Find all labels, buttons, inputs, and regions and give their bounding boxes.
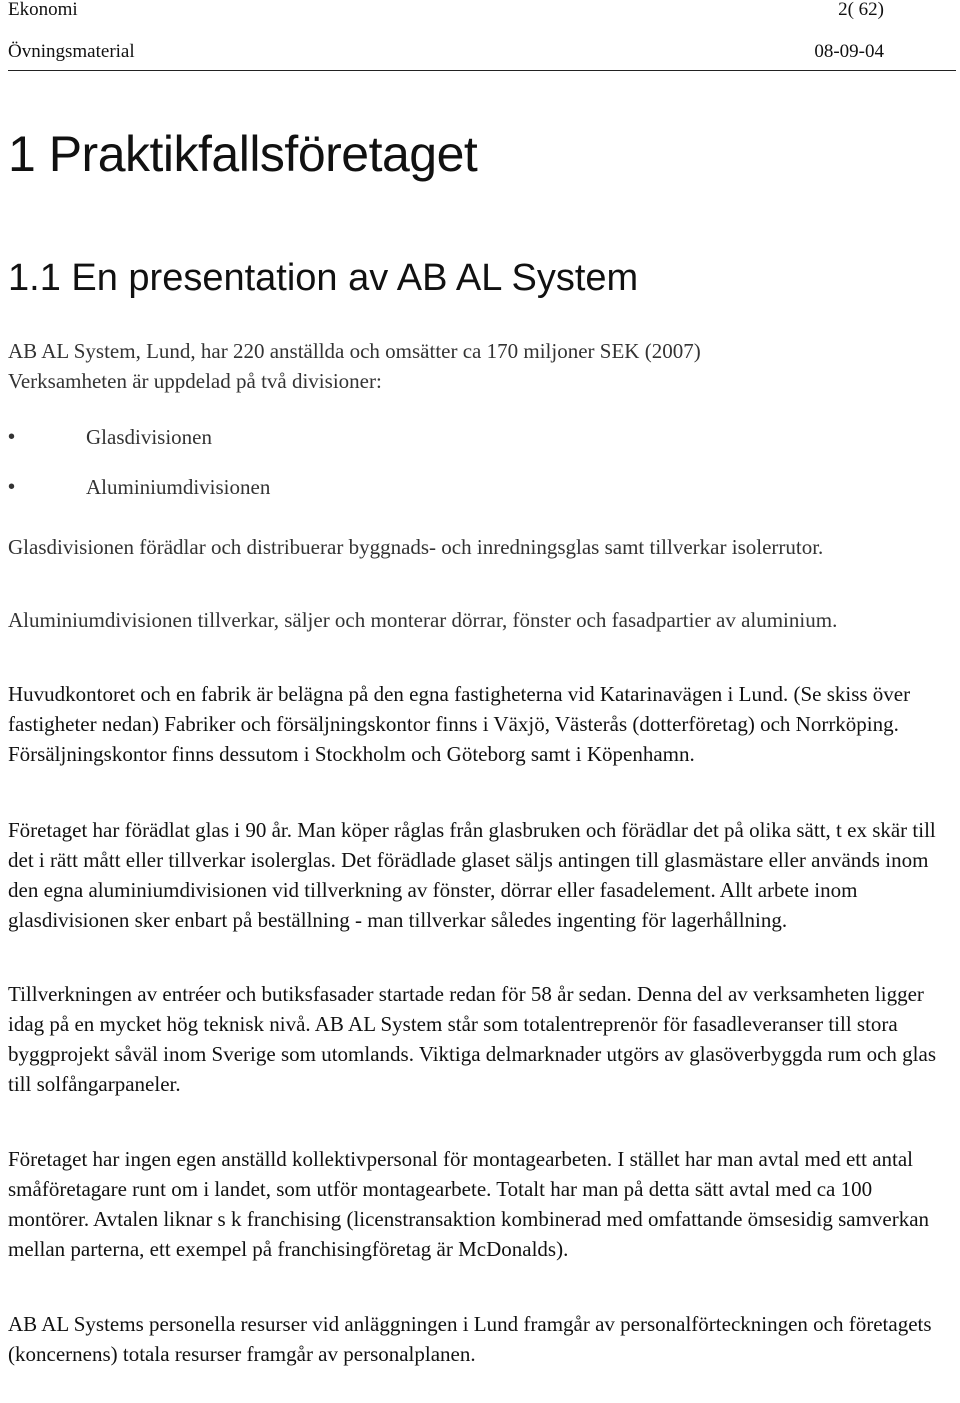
chapter-heading: 1 Praktikfallsföretaget xyxy=(8,126,478,182)
header-divider xyxy=(8,70,956,71)
paragraph-personnel: AB AL Systems personella resurser vid anläggningen i Lund framgår av personalförteckningen och företagets (koncernens) totala resurser framgår av personalplanen. xyxy=(8,1312,932,1366)
header-page-number: 2( 62) xyxy=(838,0,884,20)
list-item-label: Glasdivisionen xyxy=(86,425,212,449)
bullet-icon: • xyxy=(8,426,16,448)
section-heading: 1.1 En presentation av AB AL System xyxy=(8,257,639,299)
bullet-icon: • xyxy=(8,476,16,498)
paragraph-glass-history: Företaget har förädlat glas i 90 år. Man köper råglas från glasbruken och förädlar det på olika sätt, t ex skär till det i rätt mått eller tillverkar isolerglas. Det förädlade glaset säljs antingen till glasmästare eller används inom den egna aluminiumdivisionen vid tillverkning av fönster, dörrar eller fasadelement. Allt arbete inom glasdivisionen sker enbart på beställning - man tillverkar således ingenting för lagerhållning. xyxy=(8,818,936,932)
paragraph-installation: Företaget har ingen egen anställd kollektivpersonal för montagearbeten. I stället har man avtal med ett antal småföretagare runt om i landet, som utför montagearbete. Totalt har man på detta sätt avtal med ca 100 montörer. Avtalen liknar s k franchising (licenstransaktion kombinerad med omfattande ömsesidig samverkan mellan parterna, ett exempel på franchisingföretag är McDonalds). xyxy=(8,1147,930,1261)
intro-line-1: AB AL System, Lund, har 220 anställda och omsätter ca 170 miljoner SEK (2007) xyxy=(8,339,701,363)
header-date: 08-09-04 xyxy=(814,41,884,62)
intro-line-2: Verksamheten är uppdelad på två divisioner: xyxy=(8,369,382,393)
paragraph-glasdivisionen: Glasdivisionen förädlar och distribuerar byggnads- och inredningsglas samt tillverkar isolerrutor. xyxy=(8,535,824,559)
paragraph-facades: Tillverkningen av entréer och butiksfasader startade redan för 58 år sedan. Denna del av verksamheten ligger idag på en mycket hög teknisk nivå. AB AL System står som totalentreprenör för fasadleveranser till stora byggprojekt såväl inom Sverige som utomlands. Viktiga delmarknader utgörs av glasöverbyggda rum och glas till solfångarpaneler. xyxy=(8,982,936,1096)
header-subject: Ekonomi xyxy=(8,0,78,20)
list-item-label: Aluminiumdivisionen xyxy=(86,475,271,499)
header-document-type: Övningsmaterial xyxy=(8,41,135,62)
paragraph-locations: Huvudkontoret och en fabrik är belägna på den egna fastigheterna vid Katarinavägen i Lund. (Se skiss över fastigheter nedan) Fabriker och försäljningskontor finns i Växjö, Västerås (dotterföretag) och Norrköping. Försäljningskontor finns dessutom i Stockholm och Göteborg samt i Köpenhamn. xyxy=(8,682,911,766)
paragraph-aluminiumdivisionen: Aluminiumdivisionen tillverkar, säljer och monterar dörrar, fönster och fasadpartier av aluminium. xyxy=(8,608,838,632)
